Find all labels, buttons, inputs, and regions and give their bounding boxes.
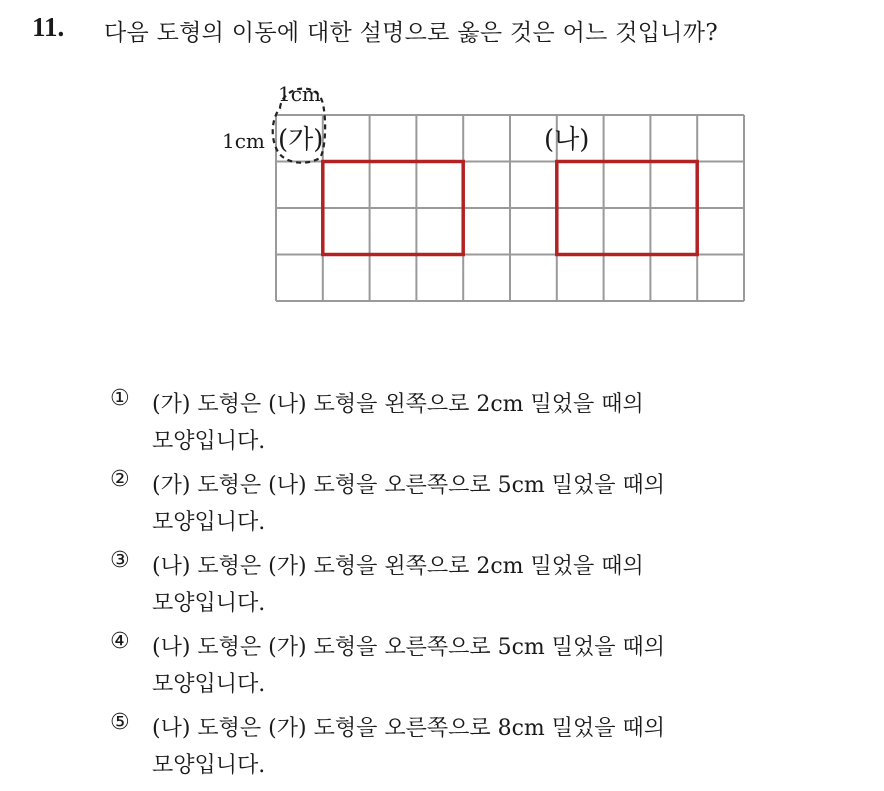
unit-top-label: 1cm [278,82,321,106]
choice-text-cont: 모양입니다. [152,510,266,535]
choice-text: (나) 도형은 (가) 도형을 왼쪽으로 2cm 밀었을 때의 [152,554,644,579]
choice-number: ③ [110,548,130,573]
translation-figure [0,0,884,340]
choice-number: ④ [110,629,130,654]
choice-text-cont: 모양입니다. [152,429,266,454]
question-number: 11. [32,12,65,42]
shape-a-label: (가) [278,125,324,155]
choice-text-cont: 모양입니다. [152,591,266,616]
shape-b-label: (나) [544,125,590,155]
unit-side-label: 1cm [222,129,265,153]
choice-text-cont: 모양입니다. [152,672,266,697]
choice-text: (나) 도형은 (가) 도형을 오른쪽으로 8cm 밀었을 때의 [152,716,666,741]
choice-number: ② [110,467,130,492]
grid [276,115,744,301]
choice-text: (나) 도형은 (가) 도형을 오른쪽으로 5cm 밀었을 때의 [152,635,666,660]
choice-text: (가) 도형은 (나) 도형을 오른쪽으로 5cm 밀었을 때의 [152,473,666,498]
choice-text-cont: 모양입니다. [152,753,266,778]
choice-number: ① [110,386,130,411]
choice-number: ⑤ [110,710,130,735]
question-text: 다음 도형의 이동에 대한 설명으로 옳은 것은 어느 것입니까? [104,20,718,46]
choice-text: (가) 도형은 (나) 도형을 왼쪽으로 2cm 밀었을 때의 [152,392,644,417]
